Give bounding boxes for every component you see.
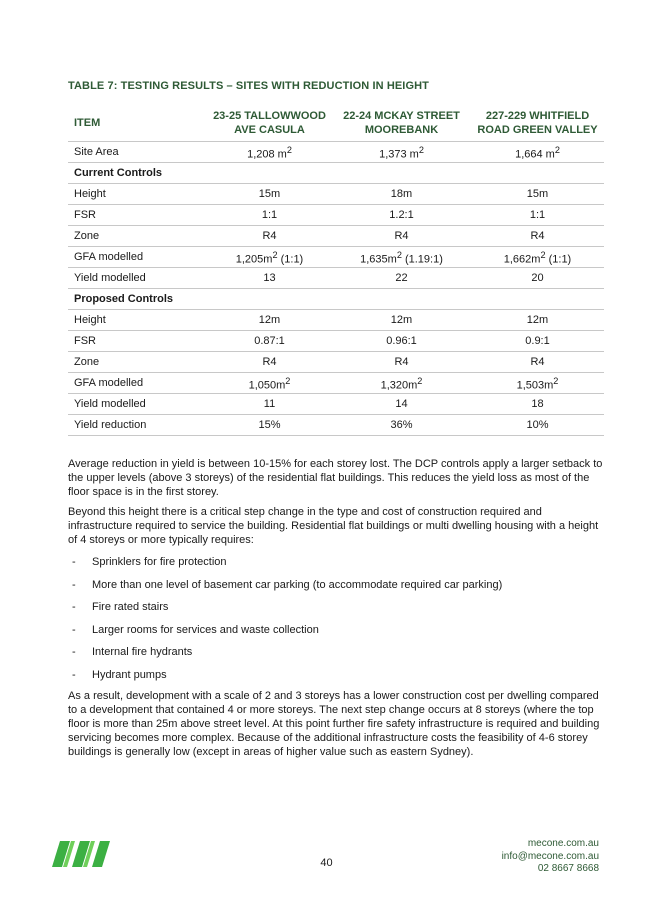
section-heading: Proposed Controls bbox=[68, 289, 604, 310]
cell-value: R4 bbox=[332, 352, 471, 373]
cell-value: 15m bbox=[471, 184, 604, 205]
cell-value: 1:1 bbox=[207, 205, 332, 226]
cell-value: 0.9:1 bbox=[471, 331, 604, 352]
cell-value: 36% bbox=[332, 415, 471, 436]
paragraph-conclusion: As a result, development with a scale of 2 and 3 storeys has a lower construction cost per dwelling compared to a development that contained 4 or more storeys. The next step change occurs at 8 storeys (where the top floor is more than 25m above street level. At this point further fire safety infrastructure is required and building servicing becomes more complex. Because of the additional infrastructure costs the feasibility of 4-6 storey buildings is generally low (except in areas of higher value such as eastern Sydney). bbox=[68, 690, 600, 758]
footer-email: info@mecone.com.au bbox=[501, 850, 599, 862]
table-row-site-area bbox=[68, 142, 604, 163]
cell-value: 0.87:1 bbox=[207, 331, 332, 352]
header-item: ITEM bbox=[68, 104, 207, 142]
list-item: - Larger rooms for services and waste collection bbox=[72, 623, 319, 636]
cell-value: 22 bbox=[332, 268, 471, 289]
table-row bbox=[68, 331, 604, 352]
header-site-green-valley bbox=[471, 104, 604, 142]
row-label: Height bbox=[68, 310, 207, 331]
table-header-row bbox=[68, 104, 604, 142]
list-item: - Sprinklers for fire protection bbox=[72, 556, 227, 568]
section-heading: Current Controls bbox=[68, 163, 604, 184]
cell-value: 15m bbox=[207, 184, 332, 205]
bullet-dash: - bbox=[72, 578, 76, 591]
header-site-green-valley-line1: 227-229 WHITFIELD bbox=[485, 109, 590, 122]
cell-value: 1.2:1 bbox=[332, 205, 471, 226]
cell-value: R4 bbox=[332, 226, 471, 247]
row-label: Yield modelled bbox=[68, 268, 207, 289]
header-site-moorebank bbox=[332, 104, 471, 142]
table-row bbox=[68, 415, 604, 436]
header-site-moorebank-line1: 22-24 MCKAY STREET bbox=[343, 109, 460, 122]
footer-website: mecone.com.au bbox=[527, 838, 599, 849]
bullet-dash: - bbox=[72, 556, 76, 568]
requirements-list bbox=[68, 555, 604, 690]
row-label: GFA modelled bbox=[68, 247, 207, 268]
row-label: Site Area bbox=[68, 142, 207, 163]
cell-value: 12m bbox=[332, 310, 471, 331]
row-label: FSR bbox=[68, 205, 207, 226]
cell-value: 0.96:1 bbox=[332, 331, 471, 352]
row-label: GFA modelled bbox=[68, 373, 207, 394]
cell-value: $1,503m^2$ bbox=[471, 373, 604, 394]
cell-value: R4 bbox=[471, 352, 604, 373]
cell-value: 11 bbox=[207, 394, 332, 415]
bullet-dash: - bbox=[72, 601, 76, 613]
cell-value: 1:1 bbox=[471, 205, 604, 226]
table-row bbox=[68, 352, 604, 373]
cell-value: R4 bbox=[471, 226, 604, 247]
row-label: Yield reduction bbox=[68, 415, 207, 436]
bullet-dash: - bbox=[72, 623, 76, 636]
header-site-casula-line2: AVE CASULA bbox=[234, 123, 305, 136]
list-item: - Fire rated stairs bbox=[72, 601, 169, 613]
row-label: Zone bbox=[68, 226, 207, 247]
section-proposed-controls bbox=[68, 289, 604, 310]
cell-value: 10% bbox=[471, 415, 604, 436]
cell-value: $1,662m^2$ (1:1) bbox=[471, 247, 604, 268]
list-item: - Hydrant pumps bbox=[72, 668, 167, 681]
header-site-green-valley-line2: ROAD GREEN VALLEY bbox=[477, 123, 598, 136]
cell-value: 20 bbox=[471, 268, 604, 289]
cell-value: 18m bbox=[332, 184, 471, 205]
table-row bbox=[68, 226, 604, 247]
list-item: - Internal fire hydrants bbox=[72, 646, 193, 658]
page-number: 40 bbox=[320, 857, 333, 869]
cell-value: 12m bbox=[471, 310, 604, 331]
footer-contact bbox=[502, 838, 599, 876]
cell-value: R4 bbox=[207, 352, 332, 373]
footer-phone: 02 8667 8668 bbox=[537, 863, 599, 874]
cell-value: 14 bbox=[332, 394, 471, 415]
cell-value: 1,373 $m^2$ bbox=[332, 142, 471, 163]
testing-results-table bbox=[68, 104, 604, 436]
table-row bbox=[68, 205, 604, 226]
table-row bbox=[68, 268, 604, 289]
paragraph-yield-reduction: Average reduction in yield is between 10-15% for each storey lost. The DCP controls apply a larger setback to the upper levels (above 3 storeys) of the residential flat buildings. This reduces the yield loss as most of the floor space is in the first storey. bbox=[68, 458, 603, 498]
table-row bbox=[68, 373, 604, 394]
section-current-controls bbox=[68, 163, 604, 184]
cell-value: 1,664 $m^2$ bbox=[471, 142, 604, 163]
list-item: - More than one level of basement car parking (to accommodate required car parking) bbox=[72, 578, 503, 591]
paragraph-step-change: Beyond this height there is a critical step change in the type and cost of construction required and infrastructure required to service the building. Residential flat buildings or multi dwelling housing with a height of 4 storeys or more typically requires: bbox=[68, 506, 599, 546]
cell-value: 15% bbox=[207, 415, 332, 436]
table-row bbox=[68, 247, 604, 268]
cell-value: $1,050m^2$ bbox=[207, 373, 332, 394]
cell-value: 1,208 $m^2$ bbox=[207, 142, 332, 163]
row-label: FSR bbox=[68, 331, 207, 352]
cell-value: $1,635m^2$ (1.19:1) bbox=[332, 247, 471, 268]
cell-value: R4 bbox=[207, 226, 332, 247]
bullet-dash: - bbox=[72, 646, 76, 658]
cell-value: $1,320m^2$ bbox=[332, 373, 471, 394]
bullet-dash: - bbox=[72, 668, 76, 681]
cell-value: 18 bbox=[471, 394, 604, 415]
table-row bbox=[68, 394, 604, 415]
header-site-casula-line1: 23-25 TALLOWWOOD bbox=[213, 109, 326, 122]
header-site-casula bbox=[207, 104, 332, 142]
row-label: Yield modelled bbox=[68, 394, 207, 415]
cell-value: $1,205m^2$ (1:1) bbox=[207, 247, 332, 268]
row-label: Zone bbox=[68, 352, 207, 373]
table-row bbox=[68, 184, 604, 205]
cell-value: 13 bbox=[207, 268, 332, 289]
table-title: TABLE 7: TESTING RESULTS – SITES WITH REDUCTION IN HEIGHT bbox=[68, 80, 429, 92]
header-site-moorebank-line2: MOOREBANK bbox=[364, 123, 439, 136]
row-label: Height bbox=[68, 184, 207, 205]
cell-value: 12m bbox=[207, 310, 332, 331]
table-row bbox=[68, 310, 604, 331]
